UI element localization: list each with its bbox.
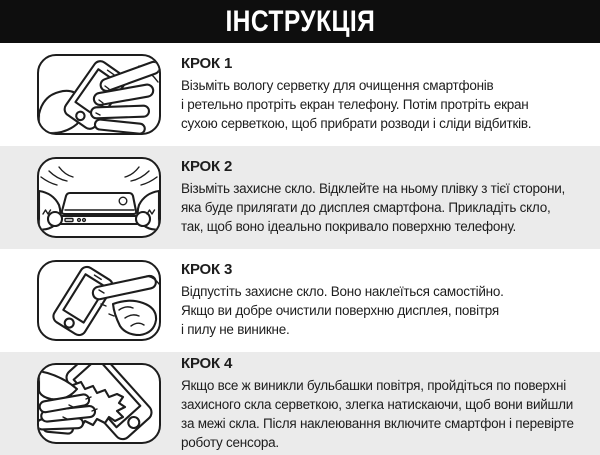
step-text-line: так, щоб воно ідеально покривало поверхню телефону. bbox=[181, 219, 516, 234]
step-text-line: Відпустіть захисне скло. Воно наклеїться самостійно. bbox=[181, 284, 504, 299]
step-2-illustration-frame bbox=[37, 157, 161, 238]
step-1-text bbox=[181, 54, 531, 135]
step-text-line: і пилу не виникне. bbox=[181, 322, 290, 337]
step-label: КРОК 1 bbox=[181, 55, 233, 72]
step-2-text bbox=[181, 157, 565, 238]
phone-side bbox=[53, 216, 145, 224]
press-finger-on-phone-icon bbox=[39, 262, 159, 339]
step-text-line: роботу сенсора. bbox=[181, 434, 279, 450]
curled-hand bbox=[113, 301, 156, 335]
step-2-row bbox=[0, 146, 600, 249]
right-thumb bbox=[136, 212, 150, 226]
wipe-phone-with-cloth-icon bbox=[39, 56, 159, 133]
step-1-row bbox=[0, 43, 600, 146]
phone bbox=[51, 264, 115, 337]
step-label: КРОК 2 bbox=[181, 158, 233, 175]
smooth-bubbles-with-cloth-icon bbox=[39, 365, 159, 442]
step-text-line: Візьміть вологу серветку для очищення смартфонів bbox=[181, 78, 494, 93]
step-4-row bbox=[0, 352, 600, 455]
step-4-illustration-frame bbox=[37, 363, 161, 444]
left-thumb bbox=[48, 212, 62, 226]
step-text-line: яка буде прилягати до дисплея смартфона. Прикладіть скло, bbox=[181, 200, 551, 215]
step-text-line: і ретельно протріть екран телефону. Потім протріть екран bbox=[181, 97, 529, 112]
step-label: КРОК 3 bbox=[181, 261, 233, 278]
left-fingers bbox=[41, 167, 73, 185]
header-bar bbox=[0, 0, 600, 43]
step-4-text bbox=[181, 354, 574, 454]
step-text-line: Візьміть захисне скло. Відклейте на ньому плівку з тієї сторони, bbox=[181, 181, 566, 196]
step-text-line: Якщо все ж виникли бульбашки повітря, пройдіться по поверхні bbox=[181, 377, 566, 393]
step-1-illustration-frame bbox=[37, 54, 161, 135]
step-text-line: захисного скла серветкою, злегка натискаючи, щоб вони вийшли bbox=[181, 396, 574, 412]
page-title: ІНСТРУКЦІЯ bbox=[225, 4, 375, 38]
step-3-text bbox=[181, 260, 504, 341]
step-text-line: сухою серветкою, щоб прибрати розводи і сліди відбитків. bbox=[181, 116, 532, 131]
step-3-row bbox=[0, 249, 600, 352]
step-text-line: Якщо ви добре очистили поверхню дисплея, повітря bbox=[181, 303, 499, 318]
hold-glass-over-phone-icon bbox=[39, 159, 159, 236]
pressing-fingers bbox=[39, 394, 96, 434]
right-fingers bbox=[125, 167, 157, 185]
step-label: КРОК 4 bbox=[181, 354, 233, 372]
step-text-line: за межі скла. Після наклеювання включите смартфон і перевірте bbox=[181, 415, 574, 431]
step-3-illustration-frame bbox=[37, 260, 161, 341]
